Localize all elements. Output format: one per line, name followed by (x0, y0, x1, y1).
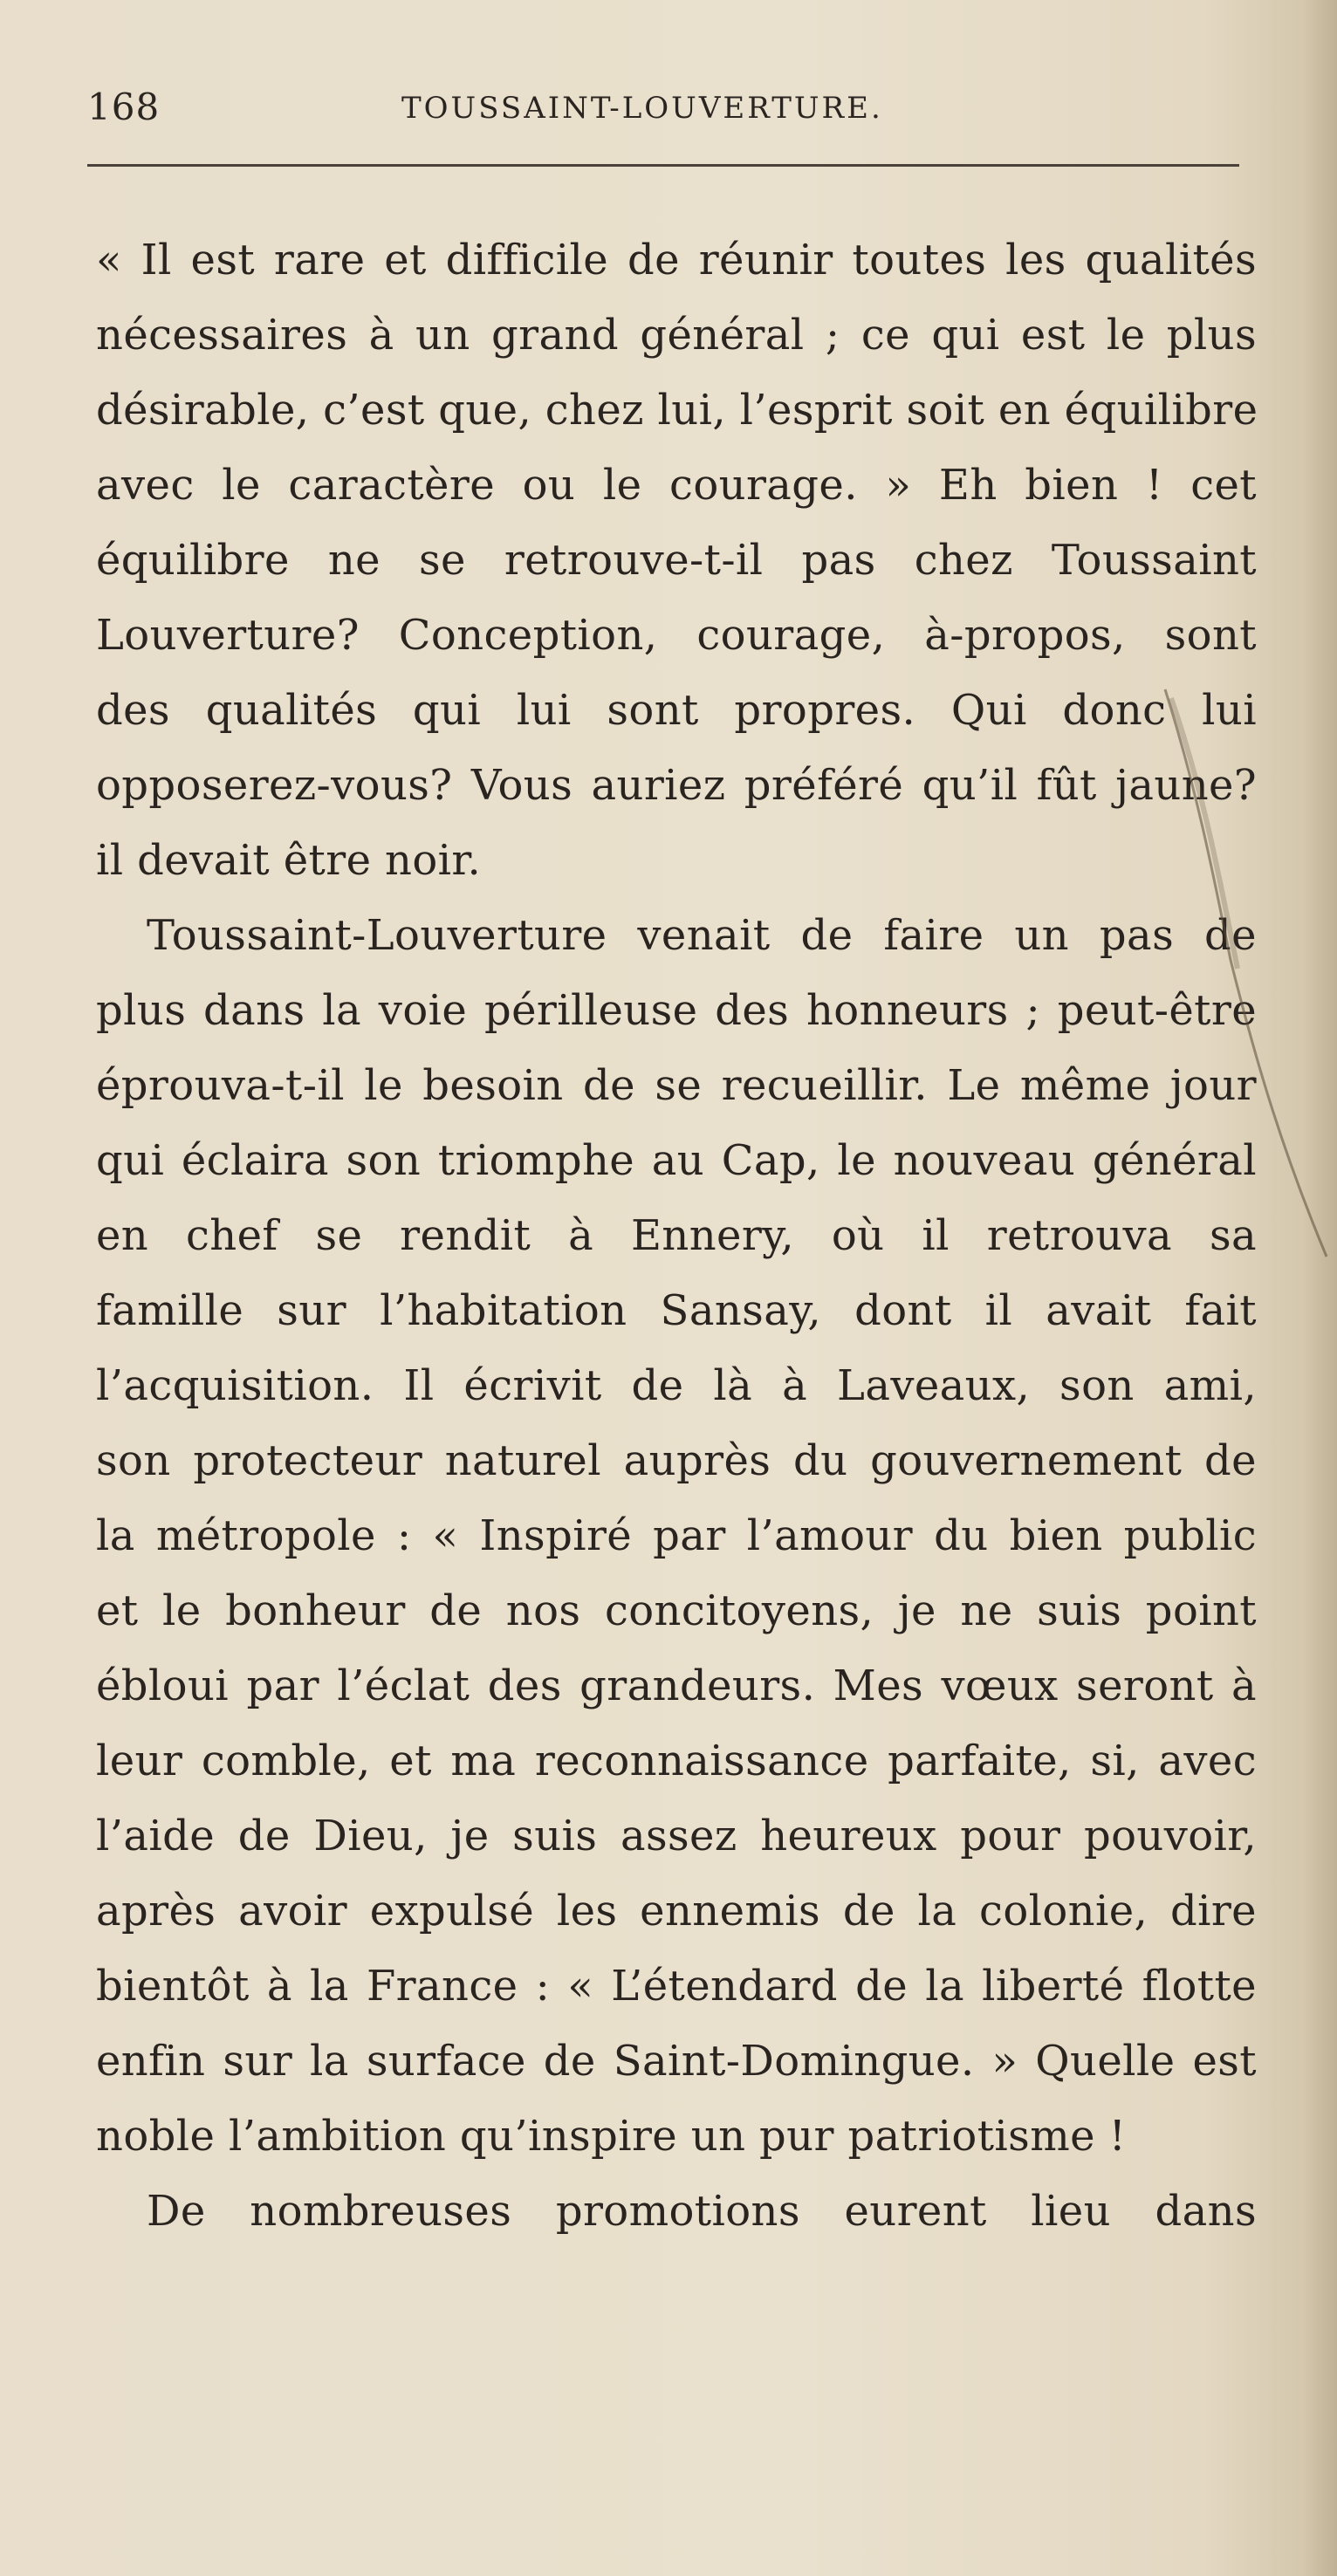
page-number: 168 (87, 86, 161, 128)
text-line: la métropole : « Inspiré par l’amour du bien public (96, 1511, 1257, 1560)
text-line: son protecteur naturel auprès du gouvernement de (96, 1436, 1257, 1485)
running-title: TOUSSAINT-LOUVERTURE. (401, 91, 883, 126)
running-head (87, 86, 1257, 138)
text-line: famille sur l’habitation Sansay, dont il avait fait (96, 1286, 1257, 1335)
paragraph-start-line: Toussaint-Louverture venait de faire un pas de (147, 911, 1257, 960)
text-line: en chef se rendit à Ennery, où il retrouva sa (96, 1211, 1257, 1260)
text-line: enfin sur la surface de Saint-Domingue. » Quelle est (96, 2037, 1257, 2086)
paragraph-start-line: De nombreuses promotions eurent lieu dans (147, 2187, 1257, 2236)
text-line: après avoir expulsé les ennemis de la colonie, dire (96, 1887, 1257, 1935)
text-line: Louverture? Conception, courage, à-propos, sont (96, 611, 1257, 660)
text-line: des qualités qui lui sont propres. Qui donc lui (96, 686, 1257, 735)
text-line: l’acquisition. Il écrivit de là à Laveaux, son ami, (96, 1361, 1257, 1410)
text-line: désirable, c’est que, chez lui, l’esprit soit en équilibre (96, 386, 1258, 435)
text-line: leur comble, et ma reconnaissance parfaite, si, avec (96, 1737, 1257, 1785)
text-line: éprouva-t-il le besoin de se recueillir. Le même jour (96, 1061, 1257, 1110)
text-line: équilibre ne se retrouve-t-il pas chez Toussaint (96, 536, 1257, 585)
text-line: plus dans la voie périlleuse des honneurs ; peut-être (96, 986, 1257, 1035)
text-line: l’aide de Dieu, je suis assez heureux pour pouvoir, (96, 1812, 1257, 1860)
text-line: et le bonheur de nos concitoyens, je ne suis point (96, 1586, 1257, 1635)
header-rule (87, 164, 1239, 167)
text-line: qui éclaira son triomphe au Cap, le nouveau général (96, 1136, 1257, 1185)
page-edge-shadow (1302, 0, 1337, 2576)
text-line: opposerez-vous? Vous auriez préféré qu’il fût jaune? (96, 761, 1257, 810)
text-line: il devait être noir. (96, 836, 482, 885)
body-text (96, 223, 1257, 2249)
text-line: « Il est rare et difficile de réunir toutes les qualités (96, 236, 1257, 284)
text-line: noble l’ambition qu’inspire un pur patriotisme ! (96, 2112, 1127, 2161)
text-line: avec le caractère ou le courage. » Eh bien ! cet (96, 461, 1257, 510)
text-line: ébloui par l’éclat des grandeurs. Mes vœux seront à (96, 1661, 1257, 1710)
text-line: bientôt à la France : « L’étendard de la liberté flotte (96, 1962, 1257, 2011)
text-line: nécessaires à un grand général ; ce qui est le plus (96, 311, 1257, 360)
